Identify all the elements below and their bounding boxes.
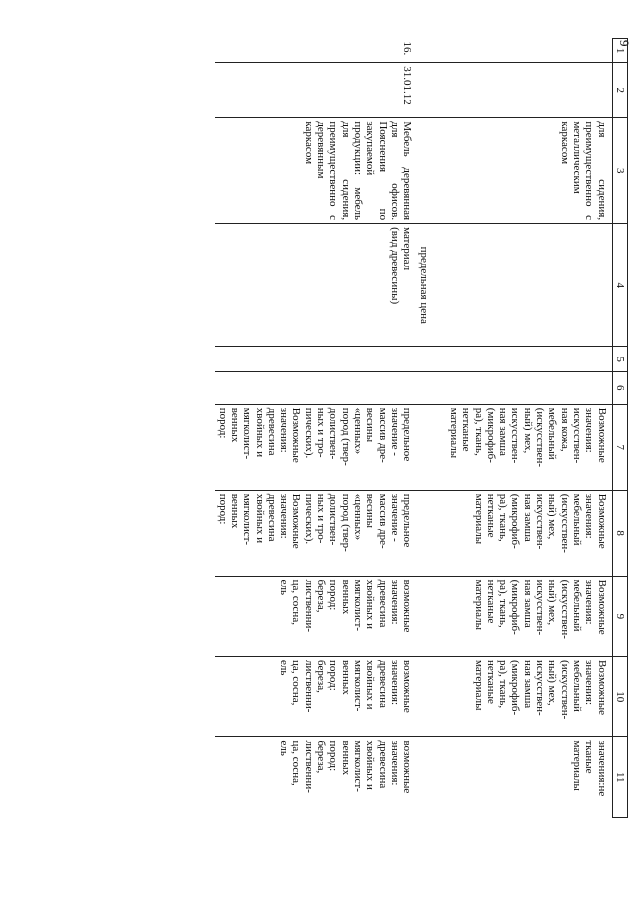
- table-cell: [430, 224, 613, 347]
- table-cell: [417, 737, 429, 818]
- price-limit-label: предельная цена: [417, 224, 429, 347]
- table-cell: [417, 371, 429, 404]
- table-cell: предельное значение - массив дре- весины «ценных» пород (твер- долиствен- ных и тро- пических). Возможные значения: древесина хвойных и мягколист- венных пород:: [215, 490, 417, 576]
- table-cell: [417, 39, 429, 63]
- table-cell: [430, 39, 613, 63]
- table-cell: Возможные значения: мебельный (искусствен- ный) мех, искусствен- ная замша (микрофиб- ра), ткань, нетканые материалы: [430, 490, 613, 576]
- column-header: 2: [612, 63, 627, 118]
- table-cell-description: для сидения, преимущественно с металлическим каркасом: [430, 118, 613, 224]
- table-cell: [417, 404, 429, 490]
- column-header: 9: [612, 576, 627, 656]
- table-cell: Возможные значения: искусствен- ная кожа, мебельный (искусствен- ный) мех, искусствен- ная замша (микрофиб- ра), ткань, нетканые материалы: [430, 404, 613, 490]
- table-cell: [430, 371, 613, 404]
- table-cell: [215, 347, 417, 371]
- table-row-16: [215, 39, 417, 818]
- table-cell: [430, 347, 613, 371]
- table-cell: [417, 576, 429, 656]
- table-cell: [215, 371, 417, 404]
- table-cell: Возможные значения: мебельный (искусствен- ный) мех, искусствен- ная замша (микрофиб- ра), ткань, нетканые материалы: [430, 657, 613, 737]
- row-number: 16.: [401, 41, 414, 56]
- column-header: 5: [612, 347, 627, 371]
- table-cell: возможные значения: древесина хвойных и мягколист- венных пород: береза, лиственни- ца, сосна, ель: [215, 576, 417, 656]
- column-header: 11: [612, 737, 627, 818]
- table-row-unit: [417, 39, 429, 818]
- column-header: 3: [612, 118, 627, 224]
- column-number-row: [612, 39, 627, 818]
- page-number: 9: [617, 40, 632, 47]
- table-cell: значения:не тканые материалы: [430, 737, 613, 818]
- table-cell: [417, 657, 429, 737]
- table-cell: Возможные значения: мебельный (искусствен- ный) мех, искусствен- ная замша (микрофиб- ра), ткань, нетканые материалы: [430, 576, 613, 656]
- table-cell: [417, 347, 429, 371]
- table-cell: возможные значения: древесина хвойных и мягколист- венных пород: береза, лиственни- ца, сосна, ель: [215, 737, 417, 818]
- procurement-table: [215, 38, 628, 818]
- column-header: 7: [612, 404, 627, 490]
- table-row-continuation: [430, 39, 613, 818]
- table-cell: возможные значения: древесина хвойных и мягколист- венных пород: береза, лиственни- ца, сосна, ель: [215, 657, 417, 737]
- column-header: 1: [612, 39, 627, 63]
- table-cell: [430, 63, 613, 118]
- okpd-code: 31.01.12: [215, 63, 417, 118]
- column-header: 10: [612, 657, 627, 737]
- table-cell: [417, 118, 429, 224]
- table-cell-characteristic: материал (вид древесины): [215, 224, 417, 347]
- table-cell: [417, 490, 429, 576]
- table-cell: предельное значение - массив дре- весины «ценных» пород (твер- долиствен- ных и тро- пических). Возможные значения: древесина хвойных и мягколист- венных пород:: [215, 404, 417, 490]
- table-cell: [417, 63, 429, 118]
- column-header: 6: [612, 371, 627, 404]
- rotated-table-container: [118, 38, 628, 818]
- column-header: 4: [612, 224, 627, 347]
- table-cell-description: Мебель деревянная для офисов. Пояснения по закупаемой продукции: мебель для сидения, преимущественно с деревянным каркасом: [215, 118, 417, 224]
- column-header: 8: [612, 490, 627, 576]
